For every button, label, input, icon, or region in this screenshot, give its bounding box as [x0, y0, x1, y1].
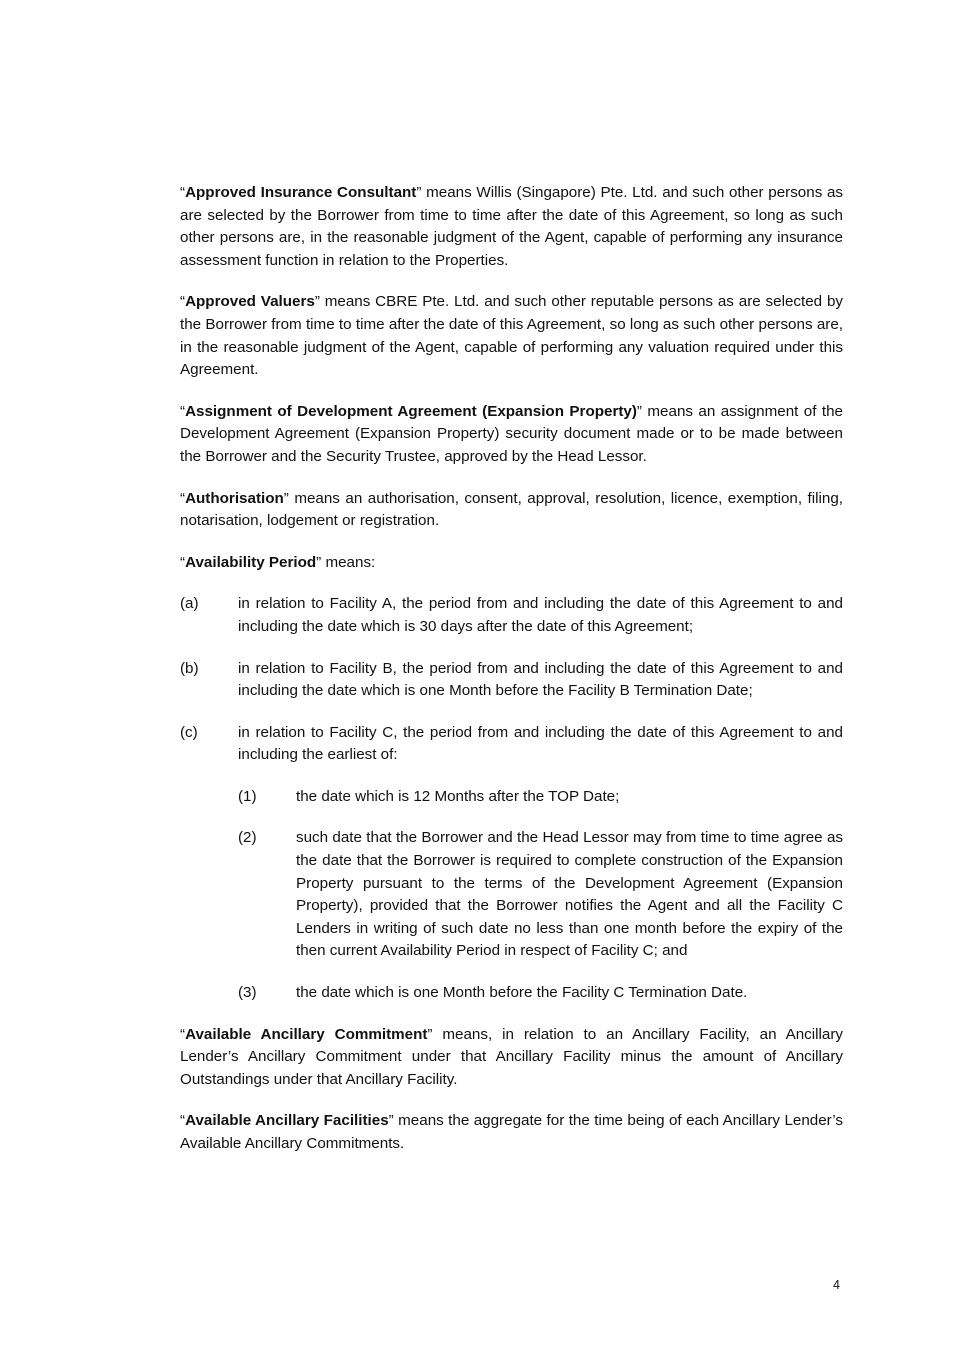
list-label: (b)	[180, 659, 199, 677]
defined-term: Available Ancillary Facilities	[185, 1112, 389, 1130]
definition-available-ancillary-facilities: “Available Ancillary Facilities” means the aggregate for the time being of each Ancillary Lender’s Available Ancillary Commitments.	[180, 1112, 843, 1152]
definition-available-ancillary-commitment: “Available Ancillary Commitment” means, in relation to an Ancillary Facility, an Ancillary Lender’s Ancillary Commitment under that Ancillary Facility minus the amount of Ancillary Outstandings under that Ancillary Facility.	[180, 1025, 843, 1088]
list-text: such date that the Borrower and the Head Lessor may from time to time agree as the date that the Borrower is required to complete construction of the Expansion Property pursuant to the terms of the Development Agreement (Expansion Property), provided that the Borrower notifies the Agent and all the Facility C Lenders in writing of such date no less than one month before the expiry of the then current Availability Period in respect of Facility C; and	[296, 829, 843, 960]
defined-term: Availability Period	[185, 553, 317, 571]
page-content	[180, 182, 843, 1175]
list-item	[180, 593, 843, 638]
sub-list-item	[238, 786, 843, 809]
list-text: in relation to Facility A, the period from and including the date of this Agreement to and including the date which is 30 days after the date of this Agreement;	[238, 595, 843, 635]
defined-term: Approved Insurance Consultant	[185, 184, 417, 201]
list-label: (2)	[238, 829, 257, 847]
definition-assignment-of-development-agreement: “Assignment of Development Agreement (Expansion Property)” means an assignment of the Development Agreement (Expansion Property) security document made or to be made between the Borrower and the Security Trustee, approved by the Head Lessor.	[180, 402, 843, 465]
definition-authorisation: “Authorisation” means an authorisation, consent, approval, resolution, licence, exemption, filing, notarisation, lodgement or registration.	[180, 489, 843, 530]
defined-term: Approved Valuers	[185, 293, 315, 311]
list-text: in relation to Facility C, the period from and including the date of this Agreement to and including the earliest of:	[238, 723, 843, 764]
defined-term: Authorisation	[185, 489, 284, 507]
list-label: (c)	[180, 723, 198, 741]
list-label: (1)	[238, 787, 257, 805]
list-text: the date which is one Month before the Facility C Termination Date.	[296, 984, 748, 1002]
list-label: (a)	[180, 595, 199, 613]
defined-term: Assignment of Development Agreement (Expansion Property)	[185, 402, 637, 420]
definition-approved-valuers: “Approved Valuers” means CBRE Pte. Ltd. and such other reputable persons as are selected by the Borrower from time to time after the date of this Agreement, so long as such other persons are, in the reasonable judgment of the Agent, capable of performing any valuation required under this Agreement.	[180, 293, 843, 379]
list-item	[180, 658, 843, 703]
list-text: in relation to Facility B, the period from and including the date of this Agreement to and including the date which is one Month before the Facility B Termination Date;	[238, 659, 843, 700]
page-number: 4	[833, 1278, 840, 1292]
definition-approved-insurance-consultant: “Approved Insurance Consultant” means Willis (Singapore) Pte. Ltd. and such other persons as are selected by the Borrower from time to time after the date of this Agreement, so long as such other persons are, in the reasonable judgment of the Agent, capable of performing any insurance assessment function in relation to the Properties.	[180, 184, 844, 269]
sub-list-item	[238, 827, 843, 963]
list-label: (3)	[238, 984, 257, 1002]
list-item	[180, 722, 843, 767]
definition-availability-period: “Availability Period” means:	[180, 553, 376, 571]
sub-list-item	[238, 982, 843, 1005]
list-text: the date which is 12 Months after the TOP Date;	[296, 787, 620, 805]
defined-term: Available Ancillary Commitment	[185, 1025, 428, 1043]
